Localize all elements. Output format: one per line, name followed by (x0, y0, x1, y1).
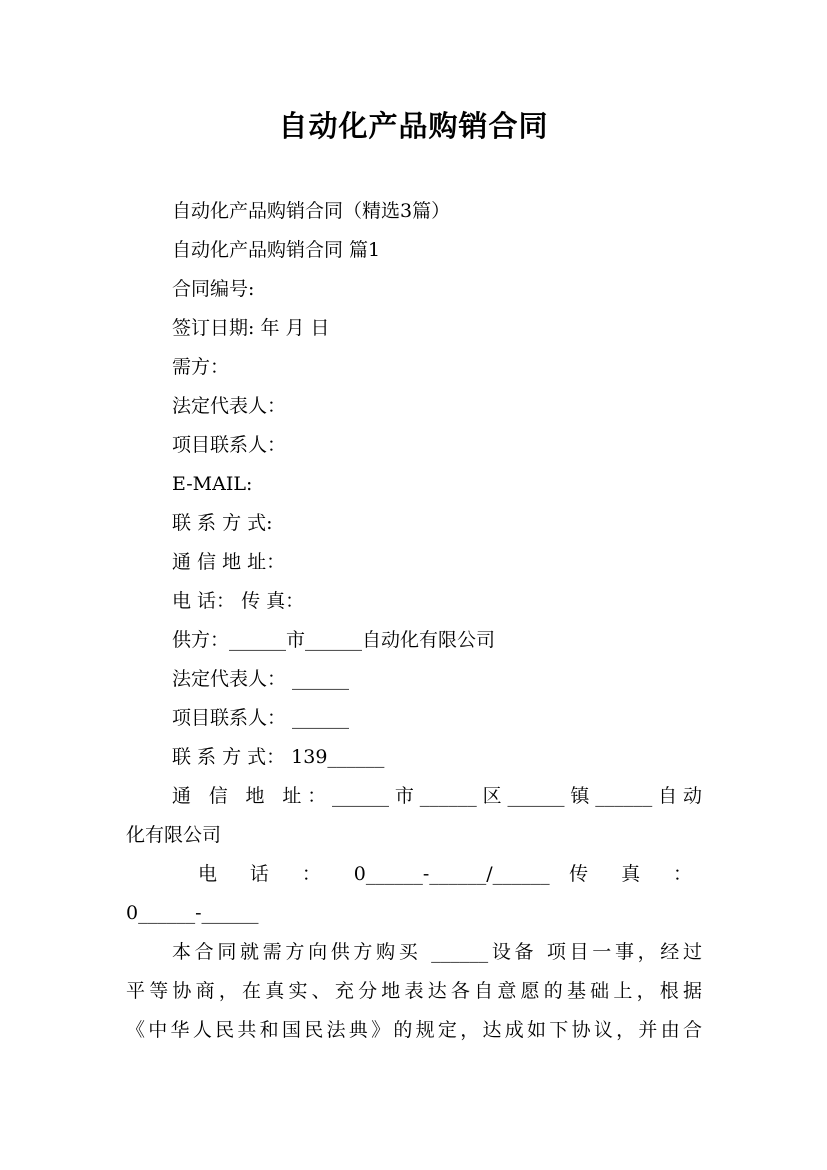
supplier-contact-line: 联 系 方 式： 139______ (172, 746, 385, 768)
sign-date-line: 签订日期: 年 月 日 (172, 317, 330, 339)
section-heading: 自动化产品购销合同 篇1 (172, 239, 381, 261)
buyer-contact-person-line: 项目联系人： (172, 434, 287, 456)
buyer-email-line: E-MAIL: (172, 473, 253, 495)
buyer-legal-rep-line: 法定代表人： (172, 395, 287, 417)
document-title: 自动化产品购销合同 (278, 109, 549, 143)
subtitle-line: 自动化产品购销合同（精选3篇） (172, 200, 451, 222)
supplier-address-continued: 化有限公司 (126, 824, 222, 846)
body-paragraph-line-1: 本合同就需方向供方购买 ______设备 项目一事，经过 (172, 941, 702, 963)
supplier-address-line: 通 信 地 址：______市______区______镇______自动 (172, 785, 702, 807)
supplier-line: 供方：______市______自动化有限公司 (172, 629, 496, 651)
supplier-phone-continued: 0______-______ (126, 902, 259, 924)
buyer-contact-line: 联 系 方 式: (172, 512, 273, 534)
body-paragraph-line-3: 《中华人民共和国民法典》的规定，达成如下协议，并由合 (126, 1019, 702, 1041)
supplier-phone-fax-line: 电 话 ： 0______-______/______ 传 真 ： (198, 863, 692, 885)
buyer-phone-fax-line: 电 话： 传 真： (172, 590, 305, 612)
supplier-contact-person-line: 项目联系人： ______ (172, 707, 350, 729)
contract-number-line: 合同编号: (172, 278, 255, 300)
buyer-line: 需方： (172, 356, 230, 378)
body-paragraph-line-2: 平等协商，在真实、充分地表达各自意愿的基础上，根据 (126, 980, 702, 1002)
buyer-address-line: 通 信 地 址： (172, 551, 286, 573)
supplier-legal-rep-line: 法定代表人： ______ (172, 668, 350, 690)
